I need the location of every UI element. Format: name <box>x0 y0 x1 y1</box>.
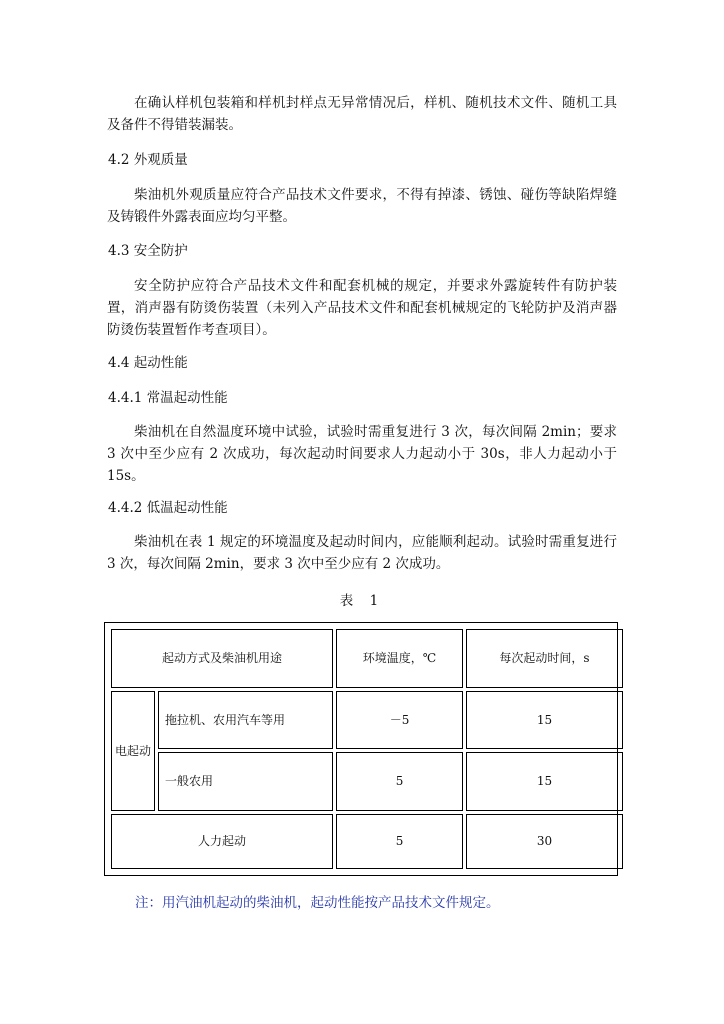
table-row <box>111 814 623 870</box>
header-start-method: 起动方式及柴油机用途 <box>111 629 333 688</box>
heading-4-4: 4.4 起动性能 <box>108 355 188 371</box>
cell-temp: －5 <box>336 691 463 750</box>
cell-manual-start: 人力起动 <box>111 814 333 870</box>
table-note: 注：用汽油机起动的柴油机，起动性能按产品技术文件规定。 <box>135 895 500 911</box>
heading-4-2: 4.2 外观质量 <box>108 152 188 168</box>
cell-time: 30 <box>466 814 623 870</box>
header-start-time: 每次起动时间，s <box>466 629 623 688</box>
cell-usage: 一般农用 <box>158 752 333 811</box>
paragraph-safety: 安全防护应符合产品技术文件和配套机械的规定，并要求外露旋转件有防护装置，消声器有防烫伤装置（未列入产品技术文件和配套机械规定的飞轮防护及消声器防烫伤装置暂作考查项目）。 <box>107 278 617 338</box>
cell-temp: 5 <box>336 752 463 811</box>
heading-4-4-2: 4.4.2 低温起动性能 <box>108 500 228 516</box>
header-ambient-temp: 环境温度，℃ <box>336 629 463 688</box>
cell-time: 15 <box>466 752 623 811</box>
table-row <box>111 752 623 811</box>
paragraph-low-temp-start: 柴油机在表 1 规定的环境温度及起动时间内，应能顺利起动。试验时需重复进行 3 次，每次间隔 2min，要求 3 次中至少应有 2 次成功。 <box>107 534 617 572</box>
cell-temp: 5 <box>336 814 463 870</box>
paragraph-appearance: 柴油机外观质量应符合产品技术文件要求，不得有掉漆、锈蚀、碰伤等缺陷焊缝及铸锻件外露表面应均匀平整。 <box>107 187 617 225</box>
table-caption: 表 1 <box>339 593 385 609</box>
paragraph-packaging: 在确认样机包装箱和样机封样点无异常情况后，样机、随机技术文件、随机工具及备件不得错装漏装。 <box>107 95 617 133</box>
cell-time: 15 <box>466 691 623 750</box>
table-header-row <box>111 629 623 688</box>
cell-usage: 拖拉机、农用汽车等用 <box>158 691 333 750</box>
heading-4-3: 4.3 安全防护 <box>108 243 188 259</box>
start-conditions-table <box>108 626 626 872</box>
table-row <box>111 691 623 750</box>
table-frame <box>104 622 618 876</box>
paragraph-normal-start: 柴油机在自然温度环境中试验，试验时需重复进行 3 次，每次间隔 2min；要求 3 次中至少应有 2 次成功，每次起动时间要求人力起动小于 30s，非人力起动小于 15s。 <box>107 424 617 484</box>
group-electric-start: 电起动 <box>111 691 155 811</box>
heading-4-4-1: 4.4.1 常温起动性能 <box>108 390 228 406</box>
